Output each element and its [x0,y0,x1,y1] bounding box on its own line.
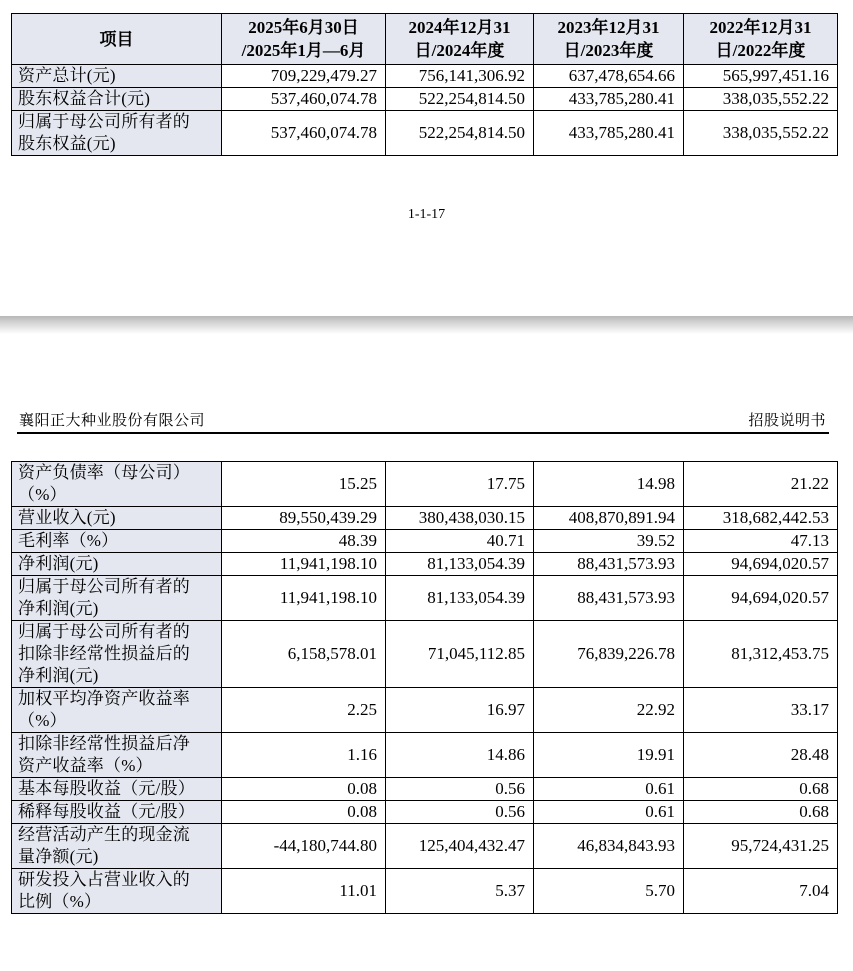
value-cell: 5.37 [386,869,534,914]
row-label [12,801,222,824]
row-label-line: 稀释每股收益（元/股） [18,802,195,821]
value-cell: 81,133,054.39 [386,576,534,621]
row-label [12,733,222,778]
value-cell: 0.68 [684,801,838,824]
value-cell: 16.97 [386,688,534,733]
row-label-line: 基本每股收益（元/股） [18,779,195,798]
row-label-line: 扣除非经常性损益后净 [18,734,190,753]
value-cell: 338,035,552.22 [684,88,838,111]
value-cell: 11,941,198.10 [222,553,386,576]
value-cell: 88,431,573.93 [534,576,684,621]
table-row [12,801,838,824]
header-item: 项目 [12,14,222,65]
header-period-2024: 2024年12月31 日/2024年度 [386,14,534,65]
value-cell: 94,694,020.57 [684,553,838,576]
value-cell: 125,404,432.47 [386,824,534,869]
value-cell: 33.17 [684,688,838,733]
value-cell: 0.68 [684,778,838,801]
value-cell: 0.08 [222,778,386,801]
value-cell: 318,682,442.53 [684,507,838,530]
row-label [12,824,222,869]
value-cell: 1.16 [222,733,386,778]
header-rule [17,432,829,434]
value-cell: 537,460,074.78 [222,88,386,111]
table-row [12,824,838,869]
row-label-line: 资产负债率（母公司） [18,463,190,482]
value-cell: 0.61 [534,778,684,801]
row-label [12,688,222,733]
value-cell: 433,785,280.41 [534,88,684,111]
value-cell: 14.86 [386,733,534,778]
row-label [12,530,222,553]
row-label-line: （%） [18,485,67,504]
header-period-2023: 2023年12月31 日/2023年度 [534,14,684,65]
table-row [12,778,838,801]
value-cell: 22.92 [534,688,684,733]
row-label-line: 净利润(元) [18,666,99,685]
table-row [12,507,838,530]
row-label [12,111,222,156]
row-label [12,778,222,801]
value-cell: 17.75 [386,462,534,507]
table-row [12,733,838,778]
value-cell: 408,870,891.94 [534,507,684,530]
value-cell: 0.56 [386,778,534,801]
value-cell: 76,839,226.78 [534,621,684,688]
financial-table-bottom [11,461,838,914]
row-label [12,621,222,688]
row-label-line: 归属于母公司所有者的 [18,112,190,131]
table-row [12,576,838,621]
value-cell: 81,312,453.75 [684,621,838,688]
row-label-line: 扣除非经常性损益后的 [18,644,190,663]
row-label-line: 营业收入(元) [18,508,116,527]
header-period-2022: 2022年12月31 日/2022年度 [684,14,838,65]
row-label-line: （%） [18,711,67,730]
row-label-line: 量净额(元) [18,847,99,866]
table-header-row [12,14,838,65]
value-cell: 0.08 [222,801,386,824]
table-row [12,530,838,553]
row-label [12,553,222,576]
value-cell: 95,724,431.25 [684,824,838,869]
value-cell: 88,431,573.93 [534,553,684,576]
row-label-line: 归属于母公司所有者的 [18,622,190,641]
row-label [12,869,222,914]
value-cell: 5.70 [534,869,684,914]
row-label-line: 毛利率（%） [18,531,119,550]
document-type: 招股说明书 [748,411,826,429]
page-break-divider [0,316,853,334]
value-cell: 47.13 [684,530,838,553]
row-label [12,65,222,88]
table-body-bottom [12,462,838,914]
value-cell: 89,550,439.29 [222,507,386,530]
value-cell: 756,141,306.92 [386,65,534,88]
financial-table-top [11,13,838,156]
value-cell: 19.91 [534,733,684,778]
row-label [12,576,222,621]
value-cell: -44,180,744.80 [222,824,386,869]
table-row [12,65,838,88]
table-row [12,869,838,914]
value-cell: 522,254,814.50 [386,88,534,111]
row-label-line: 归属于母公司所有者的 [18,577,190,596]
value-cell: 0.56 [386,801,534,824]
value-cell: 71,045,112.85 [386,621,534,688]
value-cell: 11,941,198.10 [222,576,386,621]
row-label-line: 加权平均净资产收益率 [18,689,190,708]
row-label-line: 净利润(元) [18,599,99,618]
row-label [12,507,222,530]
value-cell: 380,438,030.15 [386,507,534,530]
table-row [12,553,838,576]
table-body-top [12,65,838,156]
row-label-line: 经营活动产生的现金流 [18,825,190,844]
value-cell: 709,229,479.27 [222,65,386,88]
value-cell: 14.98 [534,462,684,507]
row-label [12,462,222,507]
value-cell: 338,035,552.22 [684,111,838,156]
table-row [12,462,838,507]
row-label-line: 资产收益率（%） [18,756,153,775]
value-cell: 522,254,814.50 [386,111,534,156]
value-cell: 11.01 [222,869,386,914]
table-row [12,688,838,733]
table-row [12,621,838,688]
value-cell: 39.52 [534,530,684,553]
value-cell: 2.25 [222,688,386,733]
row-label-line: 净利润(元) [18,554,99,573]
page-number: 1-1-17 [407,207,446,222]
document-company-name: 襄阳正大种业股份有限公司 [19,411,206,429]
value-cell: 637,478,654.66 [534,65,684,88]
value-cell: 40.71 [386,530,534,553]
value-cell: 7.04 [684,869,838,914]
value-cell: 565,997,451.16 [684,65,838,88]
value-cell: 0.61 [534,801,684,824]
value-cell: 48.39 [222,530,386,553]
row-label-line: 股东权益(元) [18,134,116,153]
row-label-line: 比例（%） [18,892,102,911]
value-cell: 21.22 [684,462,838,507]
value-cell: 28.48 [684,733,838,778]
value-cell: 6,158,578.01 [222,621,386,688]
value-cell: 81,133,054.39 [386,553,534,576]
row-label-line: 股东权益合计(元) [18,89,151,108]
page-upper [0,0,853,316]
row-label [12,88,222,111]
table-row [12,88,838,111]
value-cell: 46,834,843.93 [534,824,684,869]
row-label-line: 研发投入占营业收入的 [18,870,190,889]
value-cell: 537,460,074.78 [222,111,386,156]
table-row [12,111,838,156]
row-label-line: 资产总计(元) [18,66,116,85]
value-cell: 433,785,280.41 [534,111,684,156]
value-cell: 94,694,020.57 [684,576,838,621]
value-cell: 15.25 [222,462,386,507]
header-period-2025h1: 2025年6月30日 /2025年1月—6月 [222,14,386,65]
